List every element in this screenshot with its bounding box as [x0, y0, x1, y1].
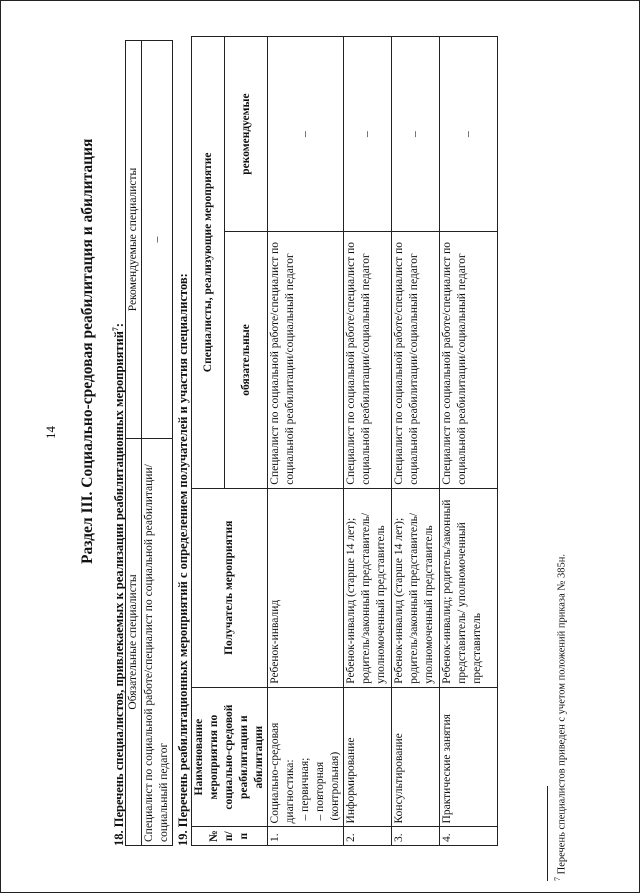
- section-18-heading-text: 18. Перечень специалистов, привлекаемых к реализации реабилитационных мероприятий: [112, 331, 127, 846]
- header-mandatory: обязательные: [225, 232, 268, 489]
- row-recipient: Ребенок-инвалид: [268, 488, 344, 687]
- heading-colon: :: [112, 322, 127, 328]
- row-sub-item: – повторная (контрольная): [314, 751, 341, 821]
- row-recipient: Ребенок-инвалид (старше 14 лет); родитель/законный представитель/ уполномоченный представитель: [392, 488, 440, 687]
- section-title: Раздел III. Социально-средовая реабилитация и абилитация: [79, 138, 96, 564]
- row-mandatory: Специалист по социальной работе/специалист по социальной реабилитации/социальный педагог: [440, 232, 498, 489]
- header-mandatory: Обязательные специалисты: [126, 439, 142, 846]
- mandatory-cell: Специалист по социальной работе/специалист по социальной реабилитации/социальный педагог: [142, 439, 173, 846]
- table-row: [268, 37, 344, 846]
- row-sub-item: – первичная;: [299, 757, 311, 821]
- row-recommended: –: [392, 37, 440, 232]
- specialists-table: [125, 40, 173, 846]
- table-row: [344, 37, 392, 846]
- row-recommended: –: [344, 37, 392, 232]
- footnote-text: Перечень специалистов приведен с учетом положений приказа № 385н.: [556, 553, 568, 877]
- table-row: [440, 37, 498, 846]
- header-recommended: Рекомендуемые специалисты: [126, 41, 142, 439]
- row-mandatory: Специалист по социальной работе/специалист по социальной реабилитации/социальный педагог: [344, 232, 392, 489]
- row-recommended: –: [440, 37, 498, 232]
- row-num: 2.: [344, 827, 392, 846]
- row-num: 4.: [440, 827, 498, 846]
- footnote-ref: 7: [111, 327, 120, 332]
- header-specialists: Специалисты, реализующие мероприятие: [192, 37, 225, 489]
- row-recommended: –: [268, 37, 344, 232]
- footnote: [553, 554, 568, 881]
- table-header-row: [126, 41, 142, 846]
- row-mandatory: Специалист по социальной работе/специалист по социальной реабилитации/социальный педагог: [268, 232, 344, 489]
- header-recipient: Получатель мероприятия: [192, 488, 268, 687]
- document-page: [1, 1, 640, 894]
- row-name: Информирование: [344, 687, 392, 827]
- recommended-cell: –: [142, 41, 173, 439]
- row-num: 1.: [268, 827, 344, 846]
- row-name: Практические занятия: [440, 687, 498, 827]
- header-recommended: рекомендуемые: [225, 37, 268, 232]
- footnote-divider: [547, 786, 548, 881]
- table-row: [142, 41, 173, 846]
- row-name-text: Социально-средовая диагностика:: [269, 722, 296, 824]
- header-name: Наименование мероприятия по социально-средовой реабилитации и абилитации: [192, 687, 268, 827]
- measures-table: [191, 36, 498, 846]
- section-19-heading: 19. Перечень реабилитационных мероприятий с определением получателей и участия специалистов:: [176, 273, 190, 846]
- row-recipient: Ребенок-инвалид; родитель/законный представитель/ уполномоченный представитель: [440, 488, 498, 687]
- footnote-mark: 7: [553, 877, 562, 881]
- row-recipient: Ребенок-инвалид (старше 14 лет); родитель/законный представитель/ уполномоченный представитель: [344, 488, 392, 687]
- table-header-row: [192, 37, 225, 846]
- row-num: 3.: [392, 827, 440, 846]
- row-name: [268, 687, 344, 827]
- row-mandatory: Специалист по социальной работе/специалист по социальной реабилитации/социальный педагог: [392, 232, 440, 489]
- page-number: 14: [43, 426, 58, 439]
- row-name: Консультирование: [392, 687, 440, 827]
- table-row: [392, 37, 440, 846]
- header-num: № п/п: [192, 827, 268, 846]
